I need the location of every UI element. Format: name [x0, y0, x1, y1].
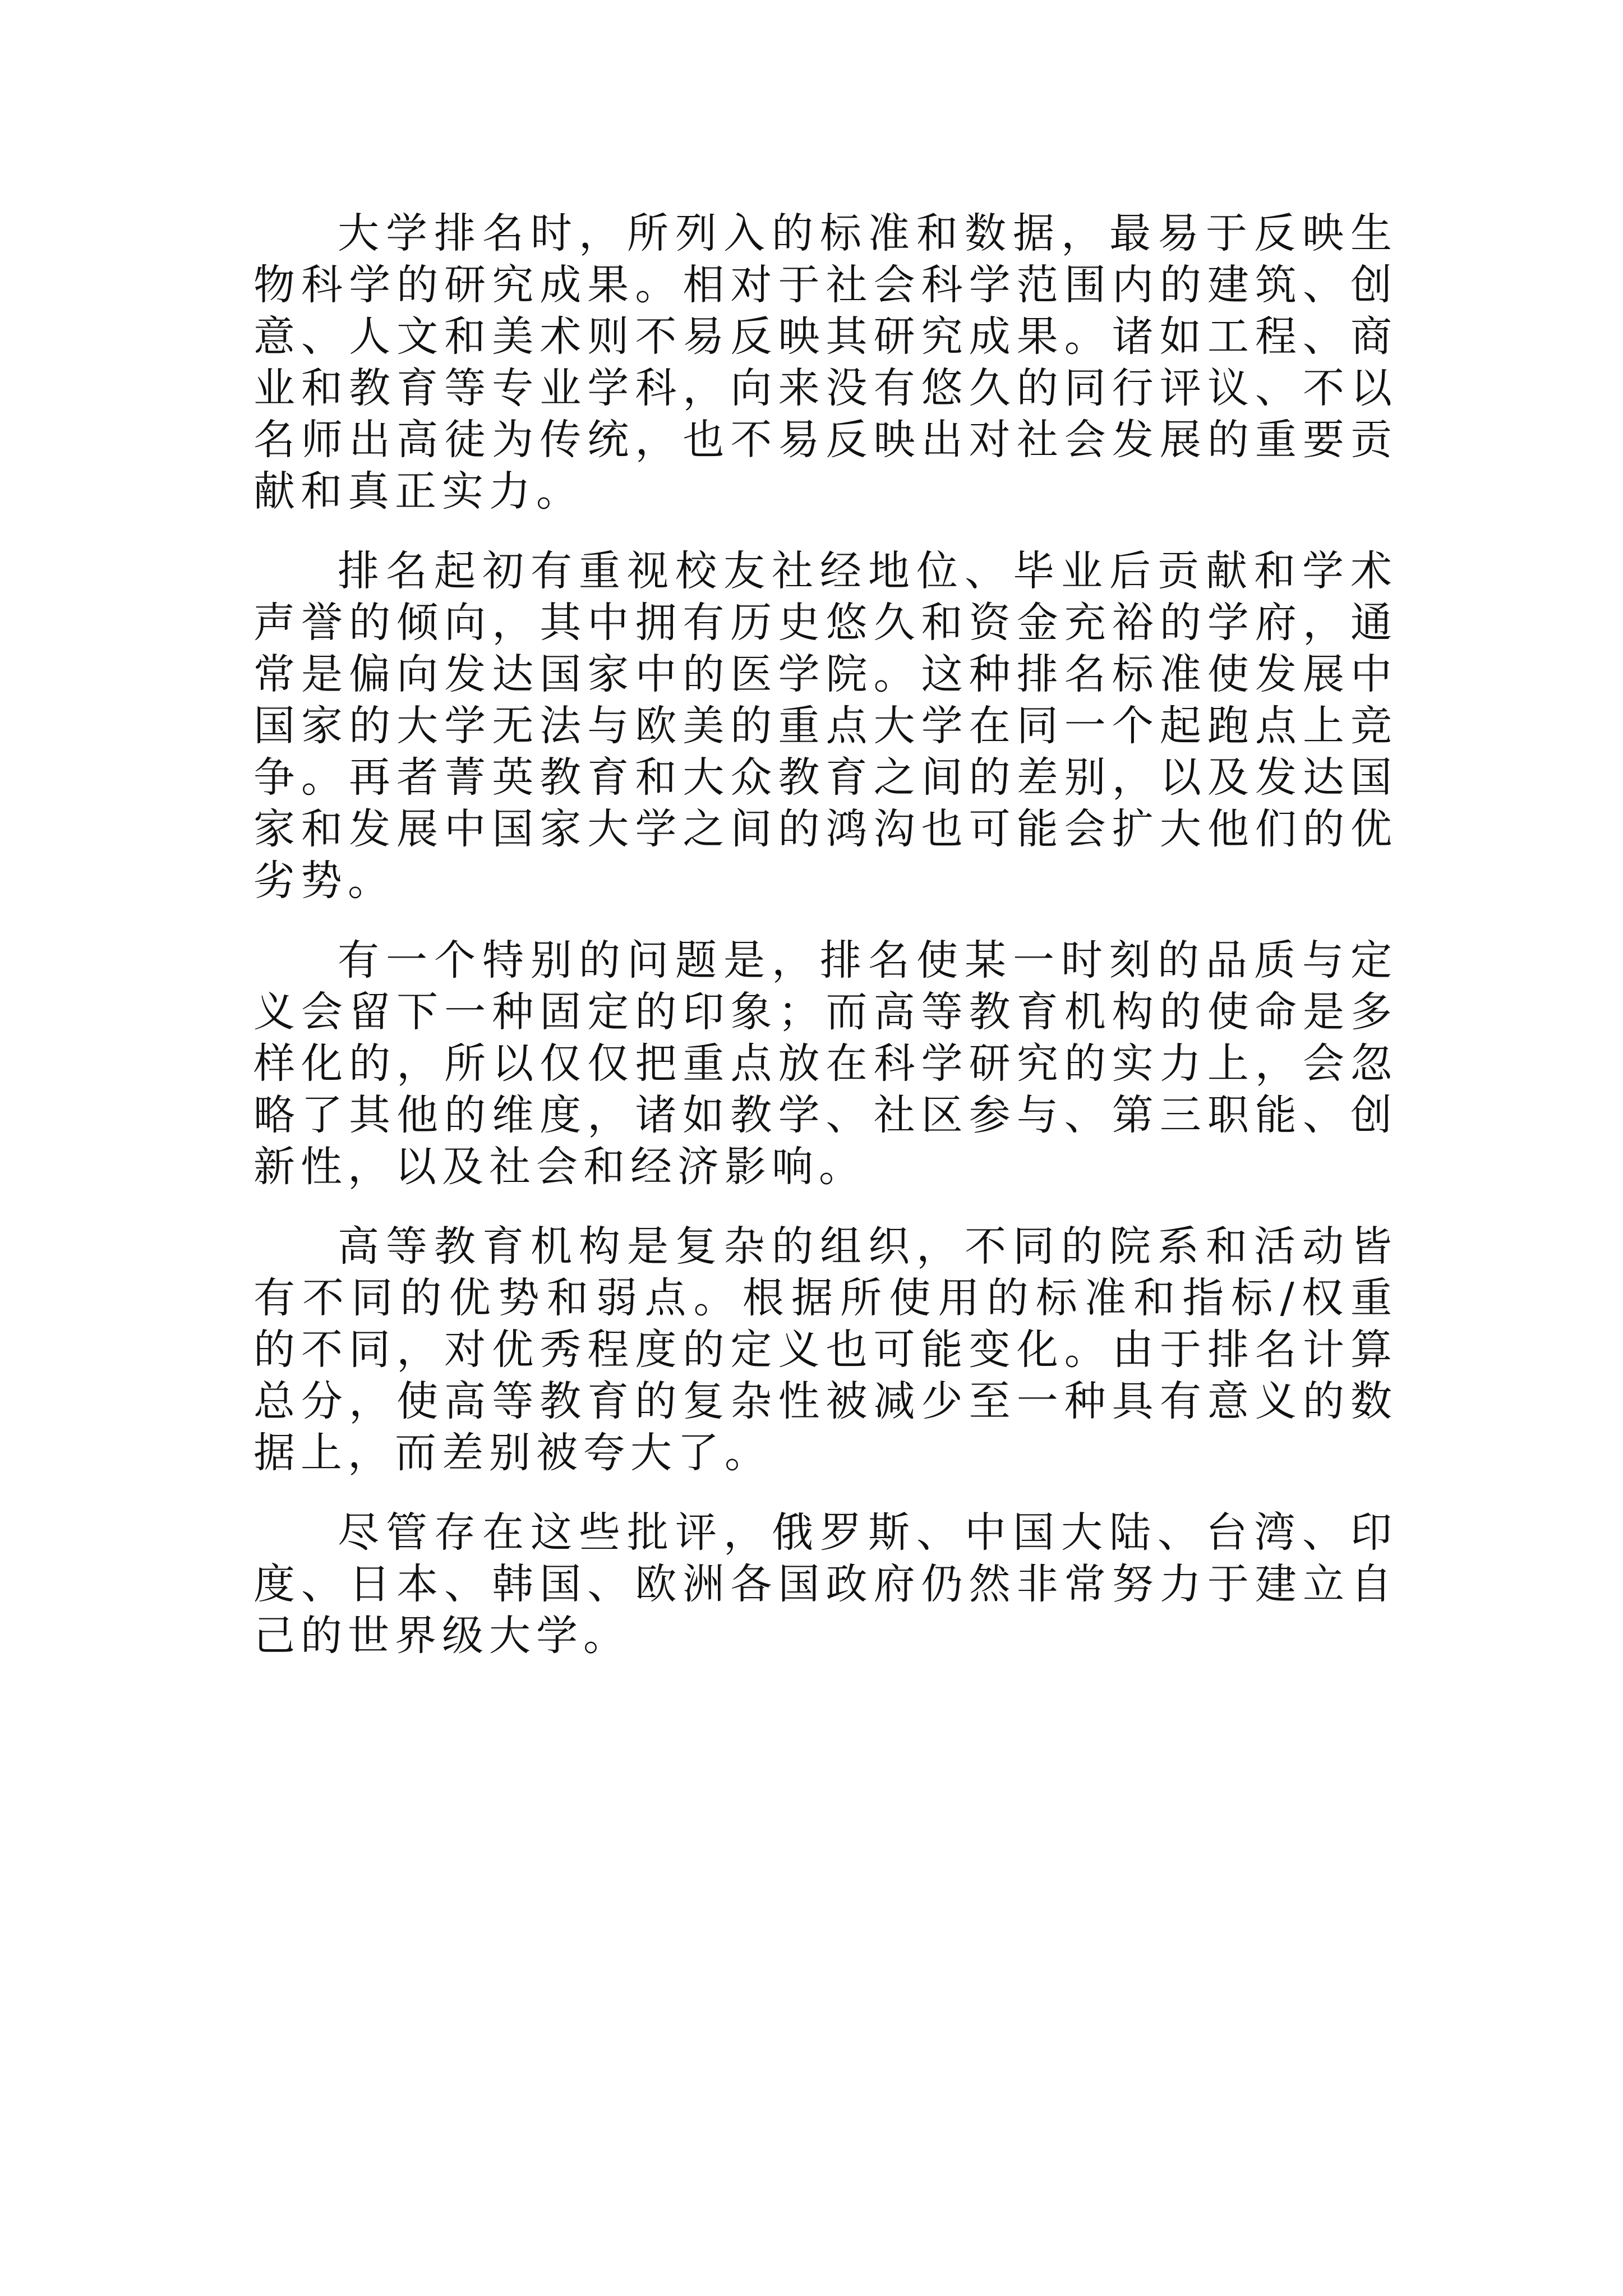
document-body: [253, 208, 1398, 1690]
paragraph-5: 尽管存在这些批评，俄罗斯、中国大陆、台湾、印度、日本、韩国、欧洲各国政府仍然非常努力于建立自己的世界级大学。: [253, 1508, 1398, 1660]
paragraph-3: 有一个特别的问题是，排名使某一时刻的品质与定义会留下一种固定的印象；而高等教育机构的使命是多样化的，所以仅仅把重点放在科学研究的实力上，会忽略了其他的维度，诸如教学、社区参与、第三职能、创新性，以及社会和经济影响。: [253, 936, 1398, 1191]
paragraph-2: 排名起初有重视校友社经地位、毕业后贡献和学术声誉的倾向，其中拥有历史悠久和资金充裕的学府，通常是偏向发达国家中的医学院。这种排名标准使发展中国家的大学无法与欧美的重点大学在同一个起跑点上竞争。再者菁英教育和大众教育之间的差别，以及发达国家和发展中国家大学之间的鸿沟也可能会扩大他们的优劣势。: [253, 547, 1398, 905]
paragraph-1: 大学排名时，所列入的标准和数据，最易于反映生物科学的研究成果。相对于社会科学范围内的建筑、创意、人文和美术则不易反映其研究成果。诸如工程、商业和教育等专业学科，向来没有悠久的同行评议、不以名师出高徒为传统，也不易反映出对社会发展的重要贡献和真正实力。: [253, 209, 1398, 516]
paragraph-4: 高等教育机构是复杂的组织，不同的院系和活动皆有不同的优势和弱点。根据所使用的标准和指标/权重的不同，对优秀程度的定义也可能变化。由于排名计算总分，使高等教育的复杂性被减少至一种具有意义的数据上，而差别被夸大了。: [253, 1222, 1398, 1477]
